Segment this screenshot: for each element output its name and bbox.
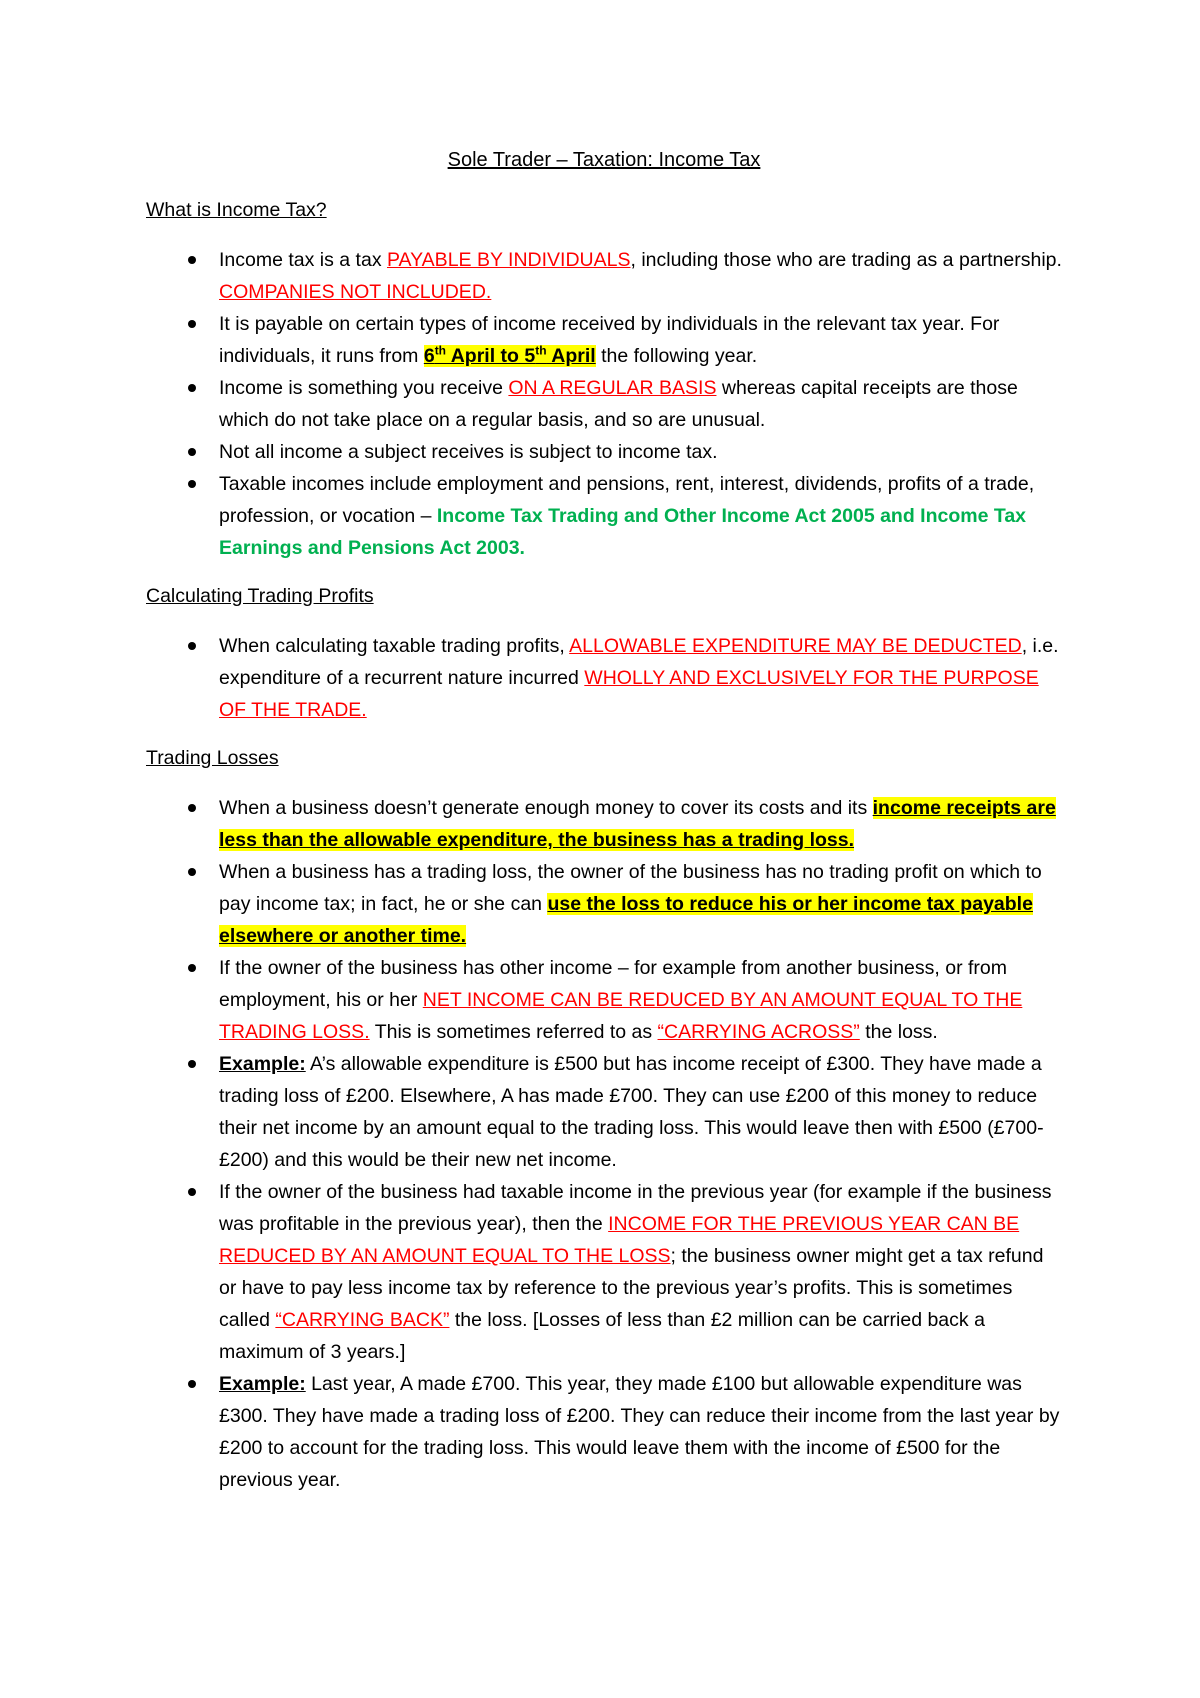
- bullet-icon: [188, 384, 196, 392]
- document-title: Sole Trader – Taxation: Income Tax: [447, 149, 761, 171]
- bullet-icon: [188, 804, 196, 812]
- list-item: Income tax is a tax PAYABLE BY INDIVIDUALS, including those who are trading as a partnership. COMPANIES NOT INCLUDED.: [146, 244, 1062, 308]
- statute-reference: Income Tax Trading and Other Income Act 2005 and Income Tax Earnings and Pensions Act 2003.: [219, 505, 1027, 559]
- list-item: Income is something you receive ON A REGULAR BASIS whereas capital receipts are those which do not take place on a regular basis, and so are unusual.: [146, 372, 1062, 436]
- emphasis-text: ALLOWABLE EXPENDITURE MAY BE DEDUCTED: [569, 635, 1022, 657]
- highlight-text: use the loss to reduce his or her income tax payable elsewhere or another time.: [219, 893, 1033, 947]
- emphasis-text: WHOLLY AND EXCLUSIVELY FOR THE PURPOSE OF THE TRADE.: [219, 667, 1039, 721]
- bullet-icon: [188, 256, 196, 264]
- example-label: Example:: [219, 1053, 306, 1075]
- bullet-icon: [188, 868, 196, 876]
- bullet-icon: [188, 1060, 196, 1068]
- bullet-icon: [188, 320, 196, 328]
- bullet-icon: [188, 480, 196, 488]
- emphasis-text: NET INCOME CAN BE REDUCED BY AN AMOUNT EQUAL TO THE TRADING LOSS.: [219, 989, 1023, 1043]
- bullet-list-losses: [146, 792, 1062, 1496]
- list-item: When a business doesn’t generate enough money to cover its costs and its income receipts are less than the allowable expenditure, the business has a trading loss.: [146, 792, 1062, 856]
- highlight-text: income receipts are less than the allowable expenditure, the business has a trading loss.: [219, 797, 1056, 851]
- section-heading-calculating-trading-profits: Calculating Trading Profits: [146, 585, 374, 607]
- bullet-list-calc: [146, 630, 1062, 726]
- list-item: Example: Last year, A made £700. This year, they made £100 but allowable expenditure was £300. They have made a trading loss of £200. They can reduce their income from the last year by £200 to account for the trading loss. This would leave them with the income of £500 for the previous year.: [146, 1368, 1062, 1496]
- emphasis-text: COMPANIES NOT INCLUDED.: [219, 281, 492, 303]
- emphasis-text: ON A REGULAR BASIS: [508, 377, 717, 399]
- emphasis-text: “CARRYING BACK”: [275, 1309, 450, 1331]
- list-item: It is payable on certain types of income received by individuals in the relevant tax year. For individuals, it runs from 6th April to 5th April the following year.: [146, 308, 1062, 372]
- example-label: Example:: [219, 1373, 306, 1395]
- emphasis-text: INCOME FOR THE PREVIOUS YEAR CAN BE REDUCED BY AN AMOUNT EQUAL TO THE LOSS: [219, 1213, 1020, 1267]
- section-heading-trading-losses: Trading Losses: [146, 747, 279, 769]
- bullet-icon: [188, 642, 196, 650]
- list-item: If the owner of the business has other income – for example from another business, or from employment, his or her NET INCOME CAN BE REDUCED BY AN AMOUNT EQUAL TO THE TRADING LOSS. This is sometimes referred to as “CARRYING ACROSS” the loss.: [146, 952, 1062, 1048]
- emphasis-text: PAYABLE BY INDIVIDUALS: [387, 249, 631, 271]
- bullet-icon: [188, 448, 196, 456]
- bullet-icon: [188, 964, 196, 972]
- list-item: Example: A’s allowable expenditure is £500 but has income receipt of £300. They have made a trading loss of £200. Elsewhere, A has made £700. They can use £200 of this money to reduce their net income by an amount equal to the trading loss. This would leave then with £500 (£700-£200) and this would be their new net income.: [146, 1048, 1062, 1176]
- bullet-icon: [188, 1380, 196, 1388]
- list-item: When calculating taxable trading profits, ALLOWABLE EXPENDITURE MAY BE DEDUCTED, i.e. expenditure of a recurrent nature incurred WHOLLY AND EXCLUSIVELY FOR THE PURPOSE OF THE TRADE.: [146, 630, 1062, 726]
- list-item: When a business has a trading loss, the owner of the business has no trading profit on which to pay income tax; in fact, he or she can use the loss to reduce his or her income tax payable elsewhere or another time.: [146, 856, 1062, 952]
- highlight-text: 6th April to 5th April: [423, 343, 596, 367]
- emphasis-text: “CARRYING ACROSS”: [657, 1021, 860, 1043]
- list-item: Taxable incomes include employment and pensions, rent, interest, dividends, profits of a trade, profession, or vocation – Income Tax Trading and Other Income Act 2005 and Income Tax Earnings and Pensions Act 2003.: [146, 468, 1062, 564]
- section-heading-what-is-income-tax: What is Income Tax?: [146, 199, 327, 221]
- bullet-list-what: [146, 244, 1062, 564]
- bullet-icon: [188, 1188, 196, 1196]
- list-item: If the owner of the business had taxable income in the previous year (for example if the business was profitable in the previous year), then the INCOME FOR THE PREVIOUS YEAR CAN BE REDUCED BY AN AMOUNT EQUAL TO THE LOSS; the business owner might get a tax refund or have to pay less income tax by reference to the previous year’s profits. This is sometimes called “CARRYING BACK” the loss. [Losses of less than £2 million can be carried back a maximum of 3 years.]: [146, 1176, 1062, 1368]
- list-item: Not all income a subject receives is subject to income tax.: [146, 436, 1062, 468]
